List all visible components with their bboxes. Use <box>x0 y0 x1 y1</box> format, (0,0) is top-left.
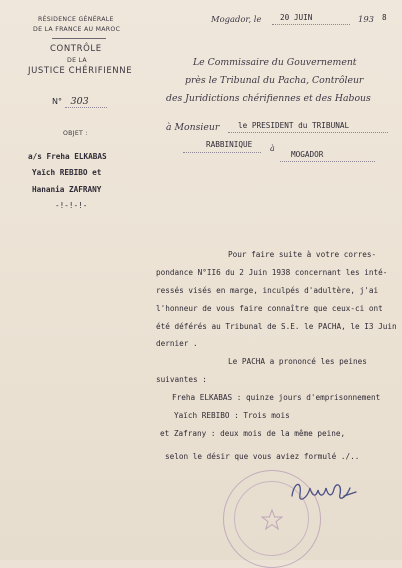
sender-line-2: près le Tribunal du Pacha, Contrôleur <box>185 75 364 86</box>
body-p1-line-2: pondance N°II6 du 2 Juin 1938 concernant les inté- <box>156 268 388 277</box>
objet-line-1: a/s Freha ELKABAS <box>28 152 107 161</box>
recipient-at: à <box>270 144 275 153</box>
recipient-prefix: à Monsieur <box>166 122 220 133</box>
reference-value: 303 <box>65 96 107 108</box>
recipient-place: MOGADOR <box>291 150 324 159</box>
body-p1-line-4: l'honneur de vous faire connaître que ceux-ci ont <box>156 304 383 313</box>
header-controle: CONTRÔLE <box>50 44 102 54</box>
objet-line-2: Yaïch REBIBO et <box>32 168 102 177</box>
body-p1-line-6: dernier . <box>156 339 198 348</box>
body-p2-line-2: suivantes : <box>156 375 207 384</box>
sentence-1: Freha ELKABAS : quinze jours d'emprisonnement <box>172 393 381 402</box>
date-year-suffix: 8 <box>382 13 387 22</box>
header-justice: JUSTICE CHÉRIFIENNE <box>28 66 133 76</box>
body-p1-line-3: ressés visés en marge, inculpés d'adultère, j'ai <box>156 286 379 295</box>
header-france-maroc: DE LA FRANCE AU MAROC <box>33 26 121 33</box>
objet-line-3: Hanania ZAFRANY <box>32 185 102 194</box>
sentence-3: et Zafrany : deux mois de la même peine, <box>160 429 346 438</box>
header-rule <box>52 38 106 39</box>
body-p2-line-1: Le PACHA a prononcé les peines <box>228 357 367 366</box>
official-stamp <box>223 470 321 568</box>
date-city: Mogador, le <box>211 14 262 24</box>
body-p1-line-1: Pour faire suite à votre corres- <box>228 250 377 259</box>
reference-number <box>52 96 107 108</box>
date-day-month: 20 JUIN <box>280 13 313 22</box>
body-p1-line-5: été déférés au Tribunal de S.E. le PACHA, le I3 Juin <box>156 322 397 331</box>
recipient-name-2: RABBINIQUE <box>206 140 253 149</box>
header-de-la: DE LA <box>67 57 87 64</box>
objet-label: OBJET : <box>63 130 88 137</box>
recipient-name-1: le PRESIDENT du TRIBUNAL <box>238 121 350 130</box>
sender-line-1: Le Commissaire du Gouvernement <box>193 57 357 68</box>
header-residence: RÉSIDENCE GÉNÉRALE <box>38 16 114 23</box>
date-year-prefix: 193 <box>358 14 374 24</box>
objet-separator: -!-!-!- <box>55 201 88 210</box>
star-icon <box>261 509 283 531</box>
closing-line: selon le désir que vous aviez formulé ./.. <box>165 452 360 461</box>
sender-line-3: des Juridictions chérifiennes et des Habous <box>166 93 371 104</box>
sentence-2: Yaïch REBIBO : Trois mois <box>174 411 290 420</box>
reference-prefix: N° <box>52 97 62 106</box>
